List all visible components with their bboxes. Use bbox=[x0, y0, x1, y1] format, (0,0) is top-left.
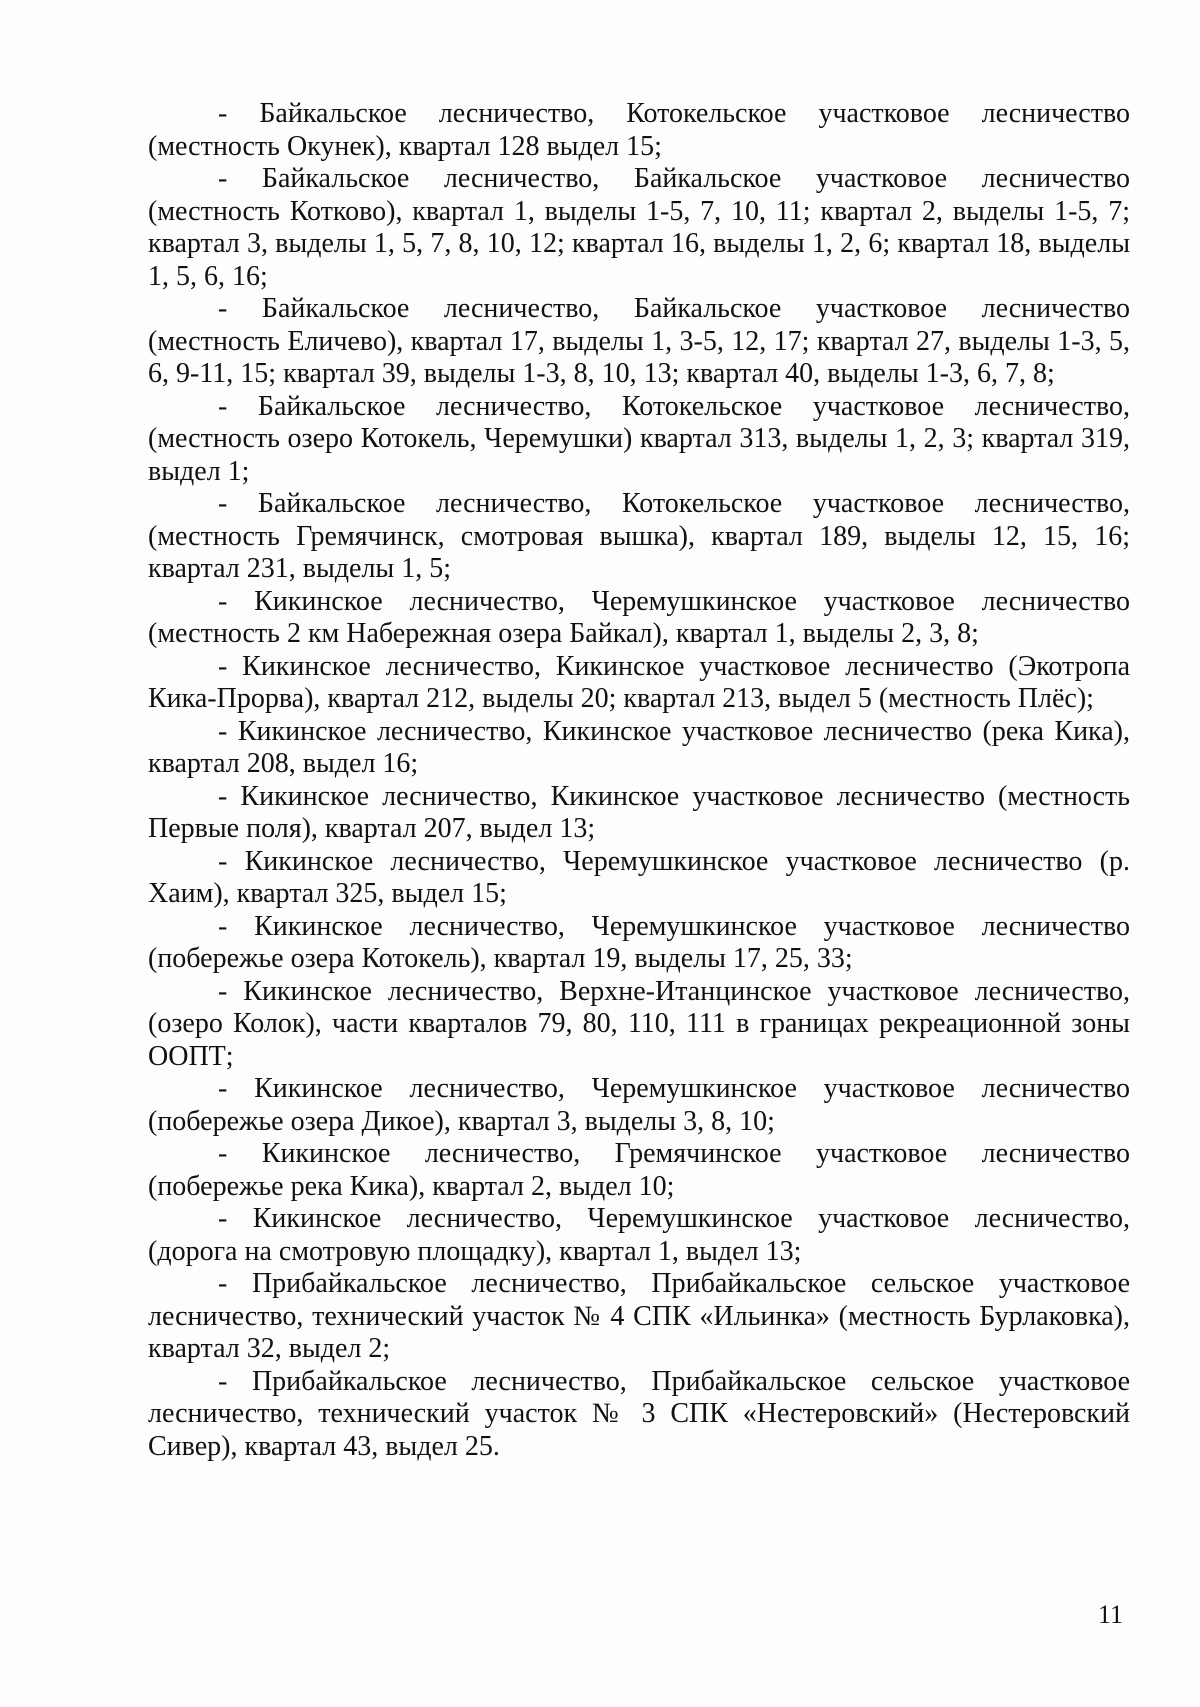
list-item-forestry-12: - Кикинское лесничество, Верхне-Итанцинское участковое лесничество, (озеро Колок), части кварталов 79, 80, 110, 111 в границах рекреационной зоны ООПТ; bbox=[148, 975, 1130, 1072]
list-item-forestry-1: - Байкальское лесничество, Котокельское участковое лесничество (местность Окунек), квартал 128 выдел 15; bbox=[148, 98, 1130, 162]
list-item-forestry-2: - Байкальское лесничество, Байкальское участковое лесничество (местность Котково), квартал 1, выделы 1-5, 7, 10, 11; квартал 2, выделы 1-5, 7; квартал 3, выделы 1, 5, 7, 8, 10, 12; квартал 16, выделы 1, 2, 6; квартал 18, выделы 1, 5, 6, 16; bbox=[148, 163, 1130, 292]
list-item-forestry-3: - Байкальское лесничество, Байкальское участковое лесничество (местность Еличево), квартал 17, выделы 1, 3-5, 12, 17; квартал 27, выделы 1-3, 5, 6, 9-11, 15; квартал 39, выделы 1-3, 8, 10, 13; квартал 40, выделы 1-3, 6, 7, 8; bbox=[148, 293, 1130, 389]
list-item-forestry-9: - Кикинское лесничество, Кикинское участковое лесничество (местность Первые поля), квартал 207, выдел 13; bbox=[148, 780, 1130, 844]
list-item-forestry-7: - Кикинское лесничество, Кикинское участковое лесничество (Экотропа Кика-Прорва), квартал 212, выделы 20; квартал 213, выдел 5 (местность Плёс); bbox=[148, 650, 1130, 714]
list-item-forestry-14: - Кикинское лесничество, Гремячинское участковое лесничество (побережье река Кика), квартал 2, выдел 10; bbox=[148, 1138, 1130, 1202]
list-item-forestry-5: - Байкальское лесничество, Котокельское участковое лесничество, (местность Гремячинск, смотровая вышка), квартал 189, выделы 12, 15, 16; квартал 231, выделы 1, 5; bbox=[148, 488, 1130, 584]
list-item-forestry-8: - Кикинское лесничество, Кикинское участковое лесничество (река Кика), квартал 208, выдел 16; bbox=[148, 715, 1130, 779]
list-item-forestry-17: - Прибайкальское лесничество, Прибайкальское сельское участковое лесничество, технический участок № 3 СПК «Нестеровский» (Нестеровский Сивер), квартал 43, выдел 25. bbox=[148, 1365, 1130, 1462]
list-item-forestry-11: - Кикинское лесничество, Черемушкинское участковое лесничество (побережье озера Котокель), квартал 19, выделы 17, 25, 33; bbox=[148, 910, 1130, 974]
list-item-forestry-10: - Кикинское лесничество, Черемушкинское участковое лесничество (р. Хаим), квартал 325, выдел 15; bbox=[148, 845, 1130, 909]
page-number: 11 bbox=[1098, 1600, 1124, 1629]
list-item-forestry-13: - Кикинское лесничество, Черемушкинское участковое лесничество (побережье озера Дикое), квартал 3, выделы 3, 8, 10; bbox=[148, 1073, 1130, 1137]
document-body bbox=[148, 98, 1130, 1463]
list-item-forestry-4: - Байкальское лесничество, Котокельское участковое лесничество, (местность озеро Котокель, Черемушки) квартал 313, выделы 1, 2, 3; квартал 319, выдел 1; bbox=[148, 390, 1130, 487]
list-item-forestry-15: - Кикинское лесничество, Черемушкинское участковое лесничество, (дорога на смотровую площадку), квартал 1, выдел 13; bbox=[148, 1203, 1130, 1267]
list-item-forestry-6: - Кикинское лесничество, Черемушкинское участковое лесничество (местность 2 км Набережная озера Байкал), квартал 1, выделы 2, 3, 8; bbox=[148, 585, 1130, 649]
list-item-forestry-16: - Прибайкальское лесничество, Прибайкальское сельское участковое лесничество, технический участок № 4 СПК «Ильинка» (местность Бурлаковка), квартал 32, выдел 2; bbox=[148, 1268, 1130, 1364]
